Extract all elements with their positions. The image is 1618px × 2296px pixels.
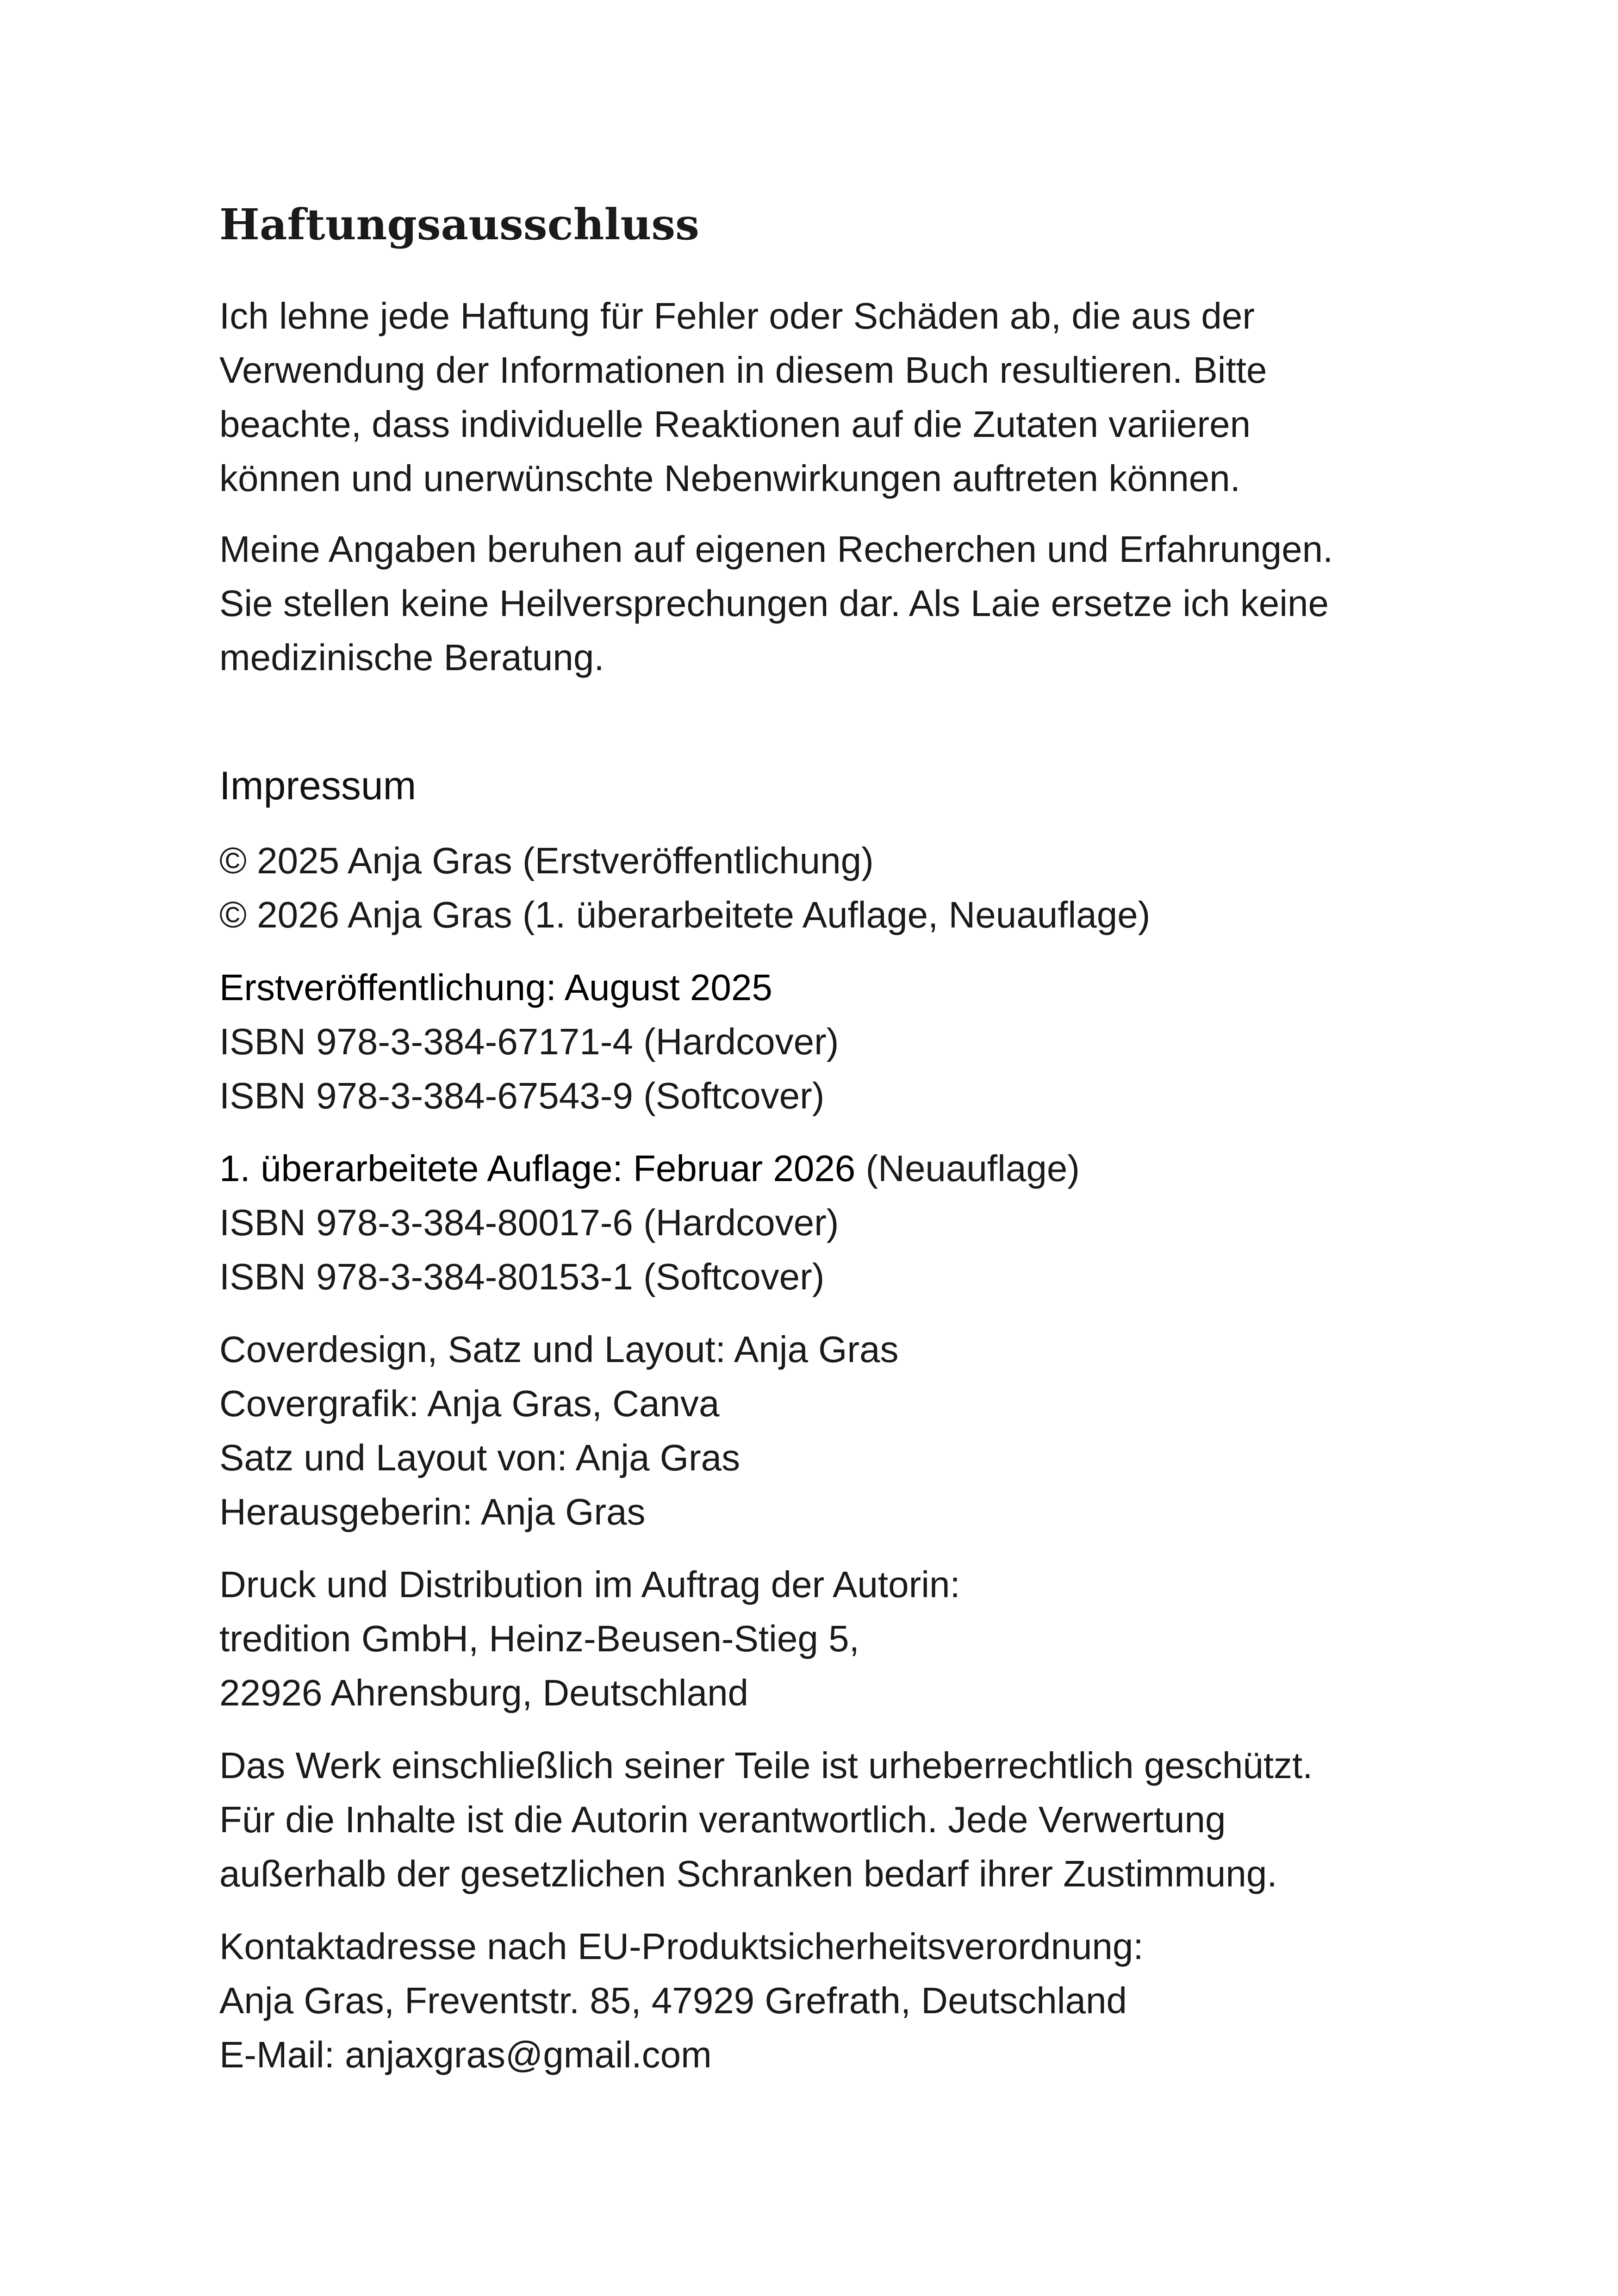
- notice-line: außerhalb der gesetzlichen Schranken bedarf ihrer Zustimmung.: [219, 1853, 1277, 1894]
- revised-edition-suffix: (Neuauflage): [855, 1147, 1080, 1189]
- copyright-block: [219, 834, 1404, 942]
- distribution-line: 22926 Ahrensburg, Deutschland: [219, 1672, 749, 1713]
- credit-line: Coverdesign, Satz und Layout: Anja Gras: [219, 1328, 899, 1370]
- first-edition-label: Erstveröffentlichung: August 2025: [219, 966, 772, 1008]
- credit-line: Covergrafik: Anja Gras, Canva: [219, 1382, 720, 1424]
- notice-line: Das Werk einschließlich seiner Teile ist urheberrechtlich geschützt.: [219, 1744, 1313, 1786]
- revised-edition-label: 1. überarbeitete Auflage: Februar 2026: [219, 1147, 856, 1189]
- revised-edition-line: [219, 1141, 1404, 1195]
- credit-line: Satz und Layout von: Anja Gras: [219, 1437, 741, 1478]
- text-line: Meine Angaben beruhen auf eigenen Recherchen und Erfahrungen.: [219, 529, 1333, 570]
- distribution-line: Druck und Distribution im Auftrag der Autorin:: [219, 1563, 960, 1605]
- imprint-heading: Impressum: [219, 764, 417, 809]
- disclaimer-section: [219, 289, 1404, 684]
- copyright-notice-block: [219, 1738, 1404, 1901]
- contact-email: E-Mail: anjaxgras@gmail.com: [219, 2034, 712, 2075]
- isbn-hardcover: ISBN 978-3-384-67171-4 (Hardcover): [219, 1020, 839, 1062]
- first-edition-block: [219, 960, 1404, 1123]
- disclaimer-title: Haftungsausschluss: [219, 199, 699, 249]
- disclaimer-paragraph: [219, 522, 1404, 684]
- distribution-line: tredition GmbH, Heinz-Beusen-Stieg 5,: [219, 1618, 859, 1659]
- credits-block: [219, 1322, 1404, 1539]
- isbn-hardcover: ISBN 978-3-384-80017-6 (Hardcover): [219, 1201, 839, 1243]
- text-line: Ich lehne jede Haftung für Fehler oder Schäden ab, die aus der: [219, 295, 1255, 337]
- text-line: Sie stellen keine Heilversprechungen dar. Als Laie ersetze ich keine: [219, 583, 1329, 624]
- revised-edition-block: [219, 1141, 1404, 1304]
- disclaimer-paragraph: [219, 289, 1404, 505]
- notice-line: Für die Inhalte ist die Autorin verantwortlich. Jede Verwertung: [219, 1798, 1226, 1840]
- isbn-softcover: ISBN 978-3-384-67543-9 (Softcover): [219, 1075, 825, 1116]
- text-line: medizinische Beratung.: [219, 637, 604, 678]
- copyright-line: © 2025 Anja Gras (Erstveröffentlichung): [219, 840, 874, 881]
- imprint-section: [219, 834, 1404, 2082]
- contact-line: Anja Gras, Freventstr. 85, 47929 Grefrath, Deutschland: [219, 1979, 1127, 2021]
- text-line: Verwendung der Informationen in diesem Buch resultieren. Bitte: [219, 349, 1267, 391]
- distribution-block: [219, 1557, 1404, 1720]
- isbn-softcover: ISBN 978-3-384-80153-1 (Softcover): [219, 1256, 825, 1297]
- book-page: [219, 199, 1404, 2082]
- copyright-line: © 2026 Anja Gras (1. überarbeitete Auflage, Neuauflage): [219, 894, 1151, 935]
- text-line: können und unerwünschte Nebenwirkungen auftreten können.: [219, 458, 1241, 499]
- text-line: beachte, dass individuelle Reaktionen auf die Zutaten variieren: [219, 404, 1251, 445]
- credit-line: Herausgeberin: Anja Gras: [219, 1491, 646, 1532]
- contact-line: Kontaktadresse nach EU-Produktsicherheitsverordnung:: [219, 1925, 1144, 1967]
- contact-block: [219, 1919, 1404, 2082]
